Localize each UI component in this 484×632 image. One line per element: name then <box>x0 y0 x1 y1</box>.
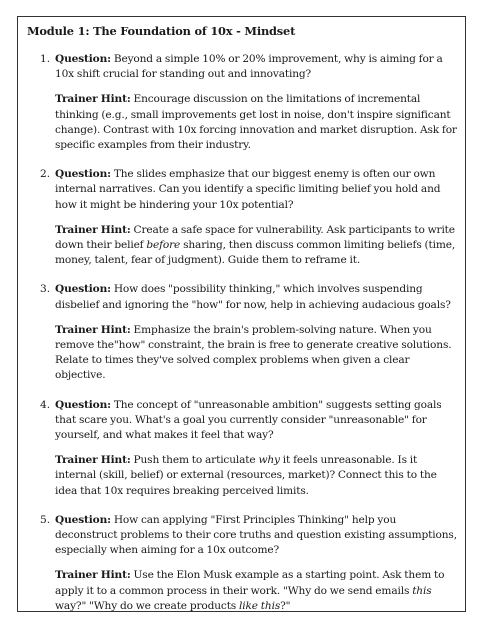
item-number: 3. <box>40 283 51 296</box>
trainer-hint-part: way?" "Why do we create products <box>55 599 240 612</box>
question-label: Question: <box>55 513 111 526</box>
question-text <box>55 398 458 444</box>
question-label: Question: <box>55 398 111 411</box>
question-body: How can applying "First Principles Thinking" help you deconstruct problems to their core truths and question existing assumptions, especially when aiming for a 10x outcome? <box>55 513 457 557</box>
trainer-hint-part: sharing, then discuss common limiting beliefs (time, money, talent, fear of judgment). Guide them to reframe it. <box>55 239 456 267</box>
document-frame <box>17 16 466 612</box>
trainer-hint-emphasis: like this <box>239 599 281 612</box>
list-item-3 <box>40 282 458 383</box>
trainer-hint-label: Trainer Hint: <box>55 323 131 336</box>
trainer-hint-text <box>55 223 458 269</box>
question-body: The slides emphasize that our biggest enemy is often our own internal narratives. Can you identify a specific limiting belief you hold and how it might be hindering your 10x potential? <box>55 168 441 211</box>
question-body: How does "possibility thinking," which involves suspending disbelief and ignoring the "how" for now, help in achieving audacious goals? <box>55 283 451 311</box>
list-item-4 <box>40 398 458 499</box>
trainer-hint-text <box>55 92 458 153</box>
item-number: 1. <box>40 53 51 65</box>
trainer-hint-part: Use the Elon Musk example as a starting point. Ask them to apply it to a common process in their work. "Why do we send emails <box>55 569 445 597</box>
trainer-hint-text <box>55 568 458 614</box>
trainer-hint-text <box>55 453 458 499</box>
item-number: 4. <box>40 398 51 411</box>
trainer-hint-text <box>55 323 458 384</box>
trainer-hint-body: Emphasize the brain's problem-solving nature. When you remove the"how" constraint, the brain is free to generate creative solutions. Relate to times they've solved complex problems when given a clear objective. <box>55 323 452 382</box>
trainer-hint-label: Trainer Hint: <box>55 223 131 236</box>
question-body: The concept of "unreasonable ambition" suggests setting goals that scare you. What's a goal you currently consider "unreasonable" for yourself, and what makes it feel that way? <box>55 398 442 442</box>
module-title: Module 1: The Foundation of 10x - Mindset <box>27 24 296 38</box>
trainer-hint-emphasis: this <box>412 584 432 597</box>
trainer-hint-body: Encourage discussion on the limitations of incremental thinking (e.g., small improvements get lost in noise, don't inspire significant change). Contrast with 10x forcing innovation and market disruption. Ask for specific examples from their industry. <box>55 93 457 152</box>
question-body: Beyond a simple 10% or 20% improvement, why is aiming for a 10x shift crucial for standing out and innovating? <box>55 53 443 81</box>
trainer-hint-emphasis: before <box>146 239 181 252</box>
trainer-hint-part: Create a safe space for vulnerability. Ask participants to write down their belief <box>55 223 455 252</box>
list-item-5 <box>40 513 458 614</box>
trainer-hint-label: Trainer Hint: <box>55 93 131 106</box>
list-item-2 <box>40 167 458 268</box>
question-label: Question: <box>55 53 111 65</box>
trainer-hint-label: Trainer Hint: <box>55 454 131 467</box>
list-item-1 <box>40 52 458 153</box>
question-text <box>55 282 458 312</box>
question-list <box>40 52 458 614</box>
item-number: 5. <box>40 513 51 526</box>
trainer-hint-part: ?" <box>280 599 291 612</box>
trainer-hint-label: Trainer Hint: <box>55 569 131 582</box>
item-number: 2. <box>40 168 51 181</box>
question-label: Question: <box>55 283 111 296</box>
trainer-hint-part: it feels unreasonable. Is it internal (skill, belief) or external (resources, market)? Connect this to the idea that 10x requires breaking perceived limits. <box>55 454 437 497</box>
question-label: Question: <box>55 168 111 181</box>
question-text <box>55 167 458 213</box>
trainer-hint-emphasis: why <box>258 454 280 467</box>
trainer-hint-part: Push them to articulate <box>133 454 259 467</box>
question-text <box>55 513 458 559</box>
question-text <box>55 52 458 82</box>
